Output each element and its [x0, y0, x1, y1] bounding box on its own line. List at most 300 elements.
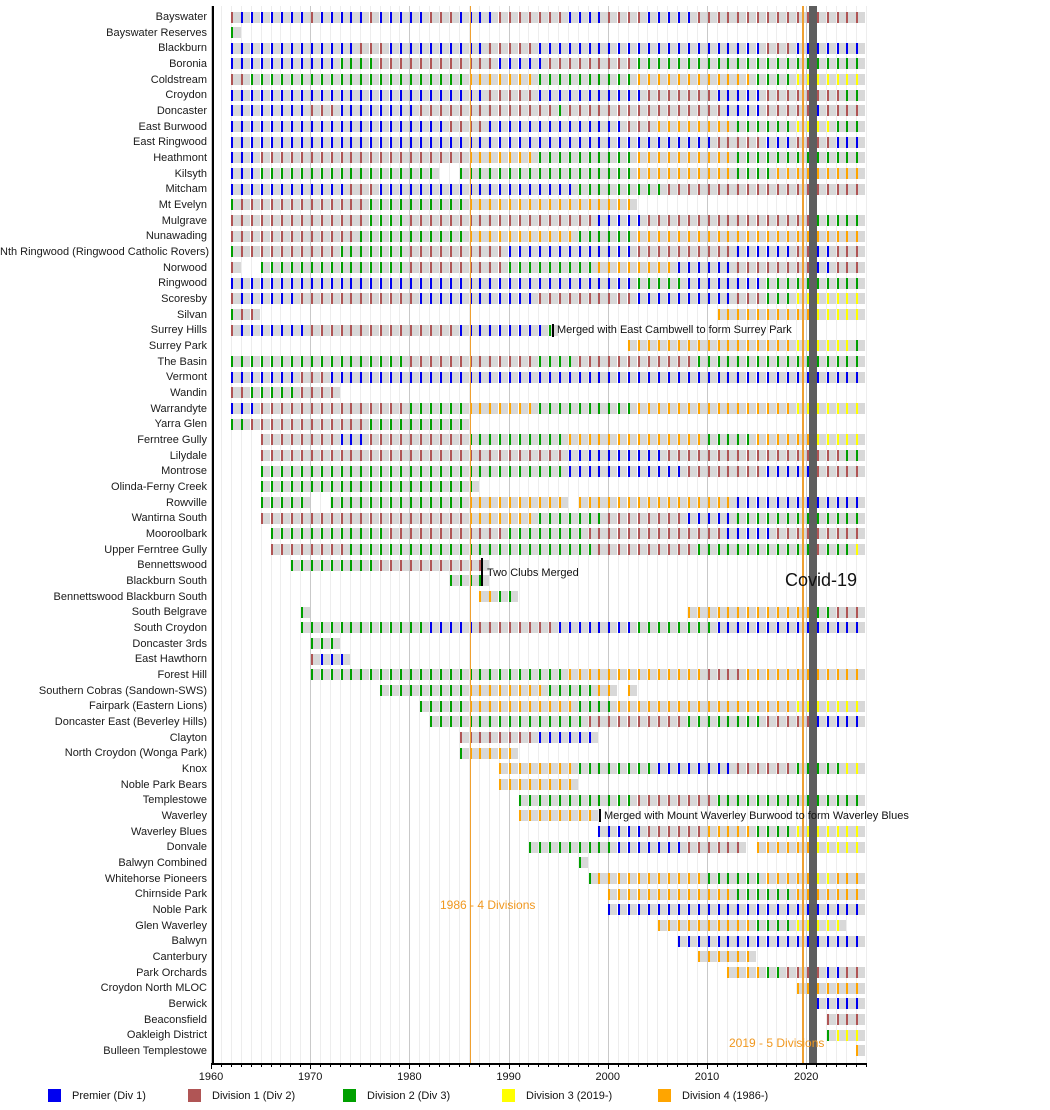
- year-cell: [231, 372, 240, 383]
- year-cell: [727, 466, 736, 477]
- year-cell: [460, 481, 469, 492]
- year-cell: [450, 356, 459, 367]
- year-cell: [598, 74, 607, 85]
- year-cell: [658, 528, 667, 539]
- year-cell: [688, 450, 697, 461]
- year-cell: [827, 983, 836, 994]
- x-tick-1973: [340, 1064, 341, 1067]
- year-cell: [747, 309, 756, 320]
- year-cell: [598, 528, 607, 539]
- year-cell: [420, 137, 429, 148]
- year-cell: [747, 920, 756, 931]
- year-cell: [827, 215, 836, 226]
- year-cell: [529, 137, 538, 148]
- year-cell: [817, 967, 826, 978]
- year-cell: [281, 293, 290, 304]
- year-cell: [430, 231, 439, 242]
- year-cell: [400, 434, 409, 445]
- year-cell: [757, 889, 766, 900]
- year-cell: [410, 622, 419, 633]
- year-cell: [747, 716, 756, 727]
- year-cell: [350, 58, 359, 69]
- year-cell: [539, 528, 548, 539]
- year-cell: [539, 513, 548, 524]
- year-cell: [737, 920, 746, 931]
- year-cell: [757, 231, 766, 242]
- year-cell: [241, 168, 250, 179]
- year-cell: [420, 184, 429, 195]
- year-cell: [757, 168, 766, 179]
- x-tick-2025: [856, 1064, 857, 1067]
- year-cell: [539, 779, 548, 790]
- year-cell: [598, 231, 607, 242]
- year-cell: [757, 622, 766, 633]
- year-cell: [281, 105, 290, 116]
- year-cell: [360, 90, 369, 101]
- year-cell: [846, 309, 855, 320]
- year-cell: [708, 826, 717, 837]
- year-cell: [817, 215, 826, 226]
- year-cell: [539, 168, 548, 179]
- year-cell: [549, 701, 558, 712]
- year-cell: [529, 544, 538, 555]
- year-cell: [668, 137, 677, 148]
- year-cell: [688, 716, 697, 727]
- year-cell: [529, 434, 538, 445]
- club-label: Balwyn: [171, 935, 207, 948]
- year-cell: [787, 826, 796, 837]
- year-cell: [787, 842, 796, 853]
- year-cell: [648, 669, 657, 680]
- year-cell: [360, 434, 369, 445]
- year-cell: [559, 184, 568, 195]
- year-cell: [430, 105, 439, 116]
- year-cell: [479, 184, 488, 195]
- year-cell: [777, 528, 786, 539]
- year-cell: [539, 622, 548, 633]
- year-cell: [549, 121, 558, 132]
- year-cell: [331, 325, 340, 336]
- year-cell: [479, 58, 488, 69]
- year-cell: [767, 669, 776, 680]
- year-cell: [698, 231, 707, 242]
- year-cell: [251, 184, 260, 195]
- year-cell: [757, 497, 766, 508]
- year-cell: [718, 184, 727, 195]
- year-cell: [430, 58, 439, 69]
- year-cell: [321, 184, 330, 195]
- year-cell: [479, 356, 488, 367]
- year-cell: [519, 372, 528, 383]
- year-cell: [747, 889, 756, 900]
- year-cell: [311, 121, 320, 132]
- year-cell: [489, 528, 498, 539]
- year-cell: [837, 904, 846, 915]
- year-cell: [787, 246, 796, 257]
- year-cell: [846, 231, 855, 242]
- year-cell: [499, 90, 508, 101]
- year-cell: [856, 121, 865, 132]
- year-cell: [817, 701, 826, 712]
- year-cell: [410, 544, 419, 555]
- year-cell: [668, 873, 677, 884]
- x-tick-2017: [776, 1064, 777, 1067]
- year-cell: [301, 121, 310, 132]
- year-cell: [301, 560, 310, 571]
- legend: [0, 1086, 1050, 1108]
- year-cell: [539, 137, 548, 148]
- year-cell: [281, 356, 290, 367]
- year-cell: [767, 842, 776, 853]
- year-cell: [291, 231, 300, 242]
- year-cell: [698, 372, 707, 383]
- year-cell: [430, 74, 439, 85]
- year-cell: [589, 293, 598, 304]
- year-cell: [569, 105, 578, 116]
- year-cell: [549, 795, 558, 806]
- x-tick-2011: [717, 1064, 718, 1067]
- x-tick-1987: [479, 1064, 480, 1067]
- year-cell: [817, 278, 826, 289]
- year-cell: [261, 419, 270, 430]
- year-cell: [668, 544, 677, 555]
- year-cell: [837, 669, 846, 680]
- year-cell: [341, 560, 350, 571]
- year-cell: [817, 372, 826, 383]
- year-cell: [718, 137, 727, 148]
- year-cell: [856, 842, 865, 853]
- year-cell: [499, 622, 508, 633]
- year-cell: [440, 90, 449, 101]
- year-cell: [311, 262, 320, 273]
- year-cell: [569, 528, 578, 539]
- year-cell: [559, 810, 568, 821]
- year-cell: [767, 904, 776, 915]
- year-cell: [767, 544, 776, 555]
- year-cell: [579, 513, 588, 524]
- year-cell: [747, 43, 756, 54]
- year-cell: [350, 74, 359, 85]
- year-cell: [648, 58, 657, 69]
- year-cell: [450, 12, 459, 23]
- x-tick-1974: [350, 1064, 351, 1067]
- year-cell: [460, 325, 469, 336]
- year-cell: [440, 262, 449, 273]
- year-cell: [460, 215, 469, 226]
- year-cell: [827, 231, 836, 242]
- year-cell: [390, 481, 399, 492]
- year-cell: [370, 246, 379, 257]
- year-cell: [668, 904, 677, 915]
- year-cell: [370, 544, 379, 555]
- year-cell: [569, 278, 578, 289]
- year-cell: [856, 1030, 865, 1041]
- year-cell: [321, 638, 330, 649]
- year-cell: [559, 669, 568, 680]
- year-cell: [341, 372, 350, 383]
- year-cell: [390, 450, 399, 461]
- year-cell: [321, 231, 330, 242]
- year-cell: [420, 293, 429, 304]
- year-cell: [708, 90, 717, 101]
- year-cell: [569, 622, 578, 633]
- year-cell: [787, 607, 796, 618]
- year-cell: [598, 466, 607, 477]
- year-cell: [856, 998, 865, 1009]
- year-cell: [499, 43, 508, 54]
- year-cell: [549, 105, 558, 116]
- club-label: Southern Cobras (Sandown-SWS): [38, 684, 207, 697]
- year-cell: [549, 669, 558, 680]
- year-cell: [321, 74, 330, 85]
- year-cell: [360, 199, 369, 210]
- year-cell: [410, 43, 419, 54]
- year-cell: [638, 246, 647, 257]
- year-cell: [827, 450, 836, 461]
- year-cell: [846, 1014, 855, 1025]
- year-cell: [400, 450, 409, 461]
- year-cell: [648, 763, 657, 774]
- year-cell: [479, 246, 488, 257]
- year-cell: [341, 293, 350, 304]
- year-cell: [718, 544, 727, 555]
- year-cell: [380, 372, 389, 383]
- year-cell: [460, 372, 469, 383]
- year-cell: [757, 121, 766, 132]
- year-cell: [608, 795, 617, 806]
- year-cell: [727, 246, 736, 257]
- year-cell: [856, 137, 865, 148]
- year-cell: [420, 278, 429, 289]
- year-cell: [251, 58, 260, 69]
- year-cell: [450, 325, 459, 336]
- year-cell: [489, 199, 498, 210]
- waverley-merge-marker: [599, 809, 601, 822]
- year-cell: [271, 43, 280, 54]
- year-cell: [331, 12, 340, 23]
- year-cell: [757, 669, 766, 680]
- x-tick-2000: [608, 1064, 609, 1069]
- year-cell: [579, 372, 588, 383]
- year-cell: [440, 544, 449, 555]
- year-cell: [539, 325, 548, 336]
- year-cell: [678, 74, 687, 85]
- year-cell: [559, 685, 568, 696]
- year-cell: [301, 387, 310, 398]
- year-cell: [539, 152, 548, 163]
- year-cell: [370, 168, 379, 179]
- year-cell: [648, 450, 657, 461]
- x-tick-1968: [290, 1064, 291, 1067]
- year-cell: [777, 74, 786, 85]
- year-cell: [579, 497, 588, 508]
- club-label: Doncaster: [156, 104, 207, 117]
- year-cell: [787, 168, 796, 179]
- year-cell: [410, 152, 419, 163]
- year-cell: [777, 873, 786, 884]
- year-cell: [817, 889, 826, 900]
- year-cell: [420, 215, 429, 226]
- year-cell: [718, 215, 727, 226]
- year-cell: [589, 873, 598, 884]
- year-cell: [618, 152, 627, 163]
- year-cell: [539, 58, 548, 69]
- year-cell: [499, 732, 508, 743]
- year-cell: [757, 58, 766, 69]
- year-cell: [569, 513, 578, 524]
- year-cell: [331, 105, 340, 116]
- year-cell: [628, 622, 637, 633]
- x-tick-1989: [499, 1064, 500, 1067]
- year-cell: [519, 528, 528, 539]
- year-cell: [598, 356, 607, 367]
- year-cell: [589, 12, 598, 23]
- year-cell: [341, 168, 350, 179]
- year-cell: [837, 450, 846, 461]
- year-cell: [579, 528, 588, 539]
- year-cell: [360, 58, 369, 69]
- year-cell: [777, 889, 786, 900]
- year-cell: [331, 43, 340, 54]
- year-cell: [787, 967, 796, 978]
- year-cell: [698, 450, 707, 461]
- year-cell: [589, 810, 598, 821]
- year-cell: [638, 701, 647, 712]
- year-cell: [698, 168, 707, 179]
- x-tick-2026: [866, 1064, 867, 1067]
- year-cell: [291, 481, 300, 492]
- year-cell: [370, 325, 379, 336]
- year-cell: [311, 544, 320, 555]
- year-cell: [817, 983, 826, 994]
- year-cell: [648, 466, 657, 477]
- year-cell: [430, 184, 439, 195]
- year-cell: [390, 278, 399, 289]
- year-cell: [341, 215, 350, 226]
- year-cell: [261, 497, 270, 508]
- year-cell: [231, 231, 240, 242]
- year-cell: [678, 622, 687, 633]
- year-cell: [787, 262, 796, 273]
- year-cell: [400, 90, 409, 101]
- year-cell: [767, 889, 776, 900]
- year-cell: [519, 716, 528, 727]
- year-cell: [460, 732, 469, 743]
- two-clubs-merge-note: Two Clubs Merged: [487, 567, 579, 579]
- year-cell: [450, 403, 459, 414]
- year-cell: [846, 607, 855, 618]
- year-cell: [638, 278, 647, 289]
- year-cell: [261, 293, 270, 304]
- year-cell: [678, 434, 687, 445]
- year-cell: [509, 325, 518, 336]
- year-cell: [390, 403, 399, 414]
- year-cell: [618, 293, 627, 304]
- year-cell: [708, 716, 717, 727]
- year-cell: [608, 293, 617, 304]
- year-cell: [529, 278, 538, 289]
- year-cell: [549, 199, 558, 210]
- year-cell: [658, 184, 667, 195]
- year-cell: [281, 481, 290, 492]
- year-cell: [698, 951, 707, 962]
- year-cell: [856, 622, 865, 633]
- year-cell: [757, 513, 766, 524]
- x-tick-1993: [538, 1064, 539, 1067]
- year-cell: [301, 544, 310, 555]
- year-cell: [489, 450, 498, 461]
- year-cell: [718, 763, 727, 774]
- year-cell: [360, 560, 369, 571]
- year-cell: [708, 58, 717, 69]
- year-cell: [618, 137, 627, 148]
- year-cell: [846, 450, 855, 461]
- club-label: Montrose: [161, 465, 207, 478]
- year-cell: [827, 309, 836, 320]
- year-cell: [688, 873, 697, 884]
- year-cell: [718, 309, 727, 320]
- year-cell: [618, 669, 627, 680]
- year-cell: [311, 199, 320, 210]
- year-cell: [777, 622, 786, 633]
- year-cell: [291, 58, 300, 69]
- year-cell: [678, 231, 687, 242]
- year-cell: [598, 90, 607, 101]
- year-cell: [301, 12, 310, 23]
- year-cell: [559, 12, 568, 23]
- year-cell: [519, 121, 528, 132]
- year-cell: [856, 1014, 865, 1025]
- year-cell: [727, 889, 736, 900]
- year-cell: [529, 152, 538, 163]
- year-cell: [598, 12, 607, 23]
- year-cell: [817, 450, 826, 461]
- year-cell: [827, 43, 836, 54]
- year-cell: [311, 74, 320, 85]
- year-cell: [777, 356, 786, 367]
- year-cell: [569, 12, 578, 23]
- year-cell: [698, 669, 707, 680]
- x-tick-1978: [390, 1064, 391, 1067]
- year-cell: [261, 121, 270, 132]
- club-label: Waverley: [161, 809, 207, 822]
- year-cell: [380, 325, 389, 336]
- year-cell: [450, 58, 459, 69]
- year-cell: [380, 246, 389, 257]
- year-cell: [301, 293, 310, 304]
- year-cell: [350, 43, 359, 54]
- year-cell: [241, 74, 250, 85]
- year-cell: [450, 575, 459, 586]
- year-cell: [350, 199, 359, 210]
- year-cell: [856, 262, 865, 273]
- year-cell: [291, 528, 300, 539]
- year-cell: [727, 278, 736, 289]
- year-cell: [648, 904, 657, 915]
- year-cell: [519, 466, 528, 477]
- year-cell: [698, 716, 707, 727]
- year-cell: [579, 121, 588, 132]
- year-cell: [837, 795, 846, 806]
- year-cell: [579, 184, 588, 195]
- year-cell: [846, 246, 855, 257]
- year-cell: [460, 43, 469, 54]
- year-cell: [708, 168, 717, 179]
- year-cell: [291, 246, 300, 257]
- year-cell: [846, 215, 855, 226]
- year-cell: [251, 246, 260, 257]
- year-cell: [638, 168, 647, 179]
